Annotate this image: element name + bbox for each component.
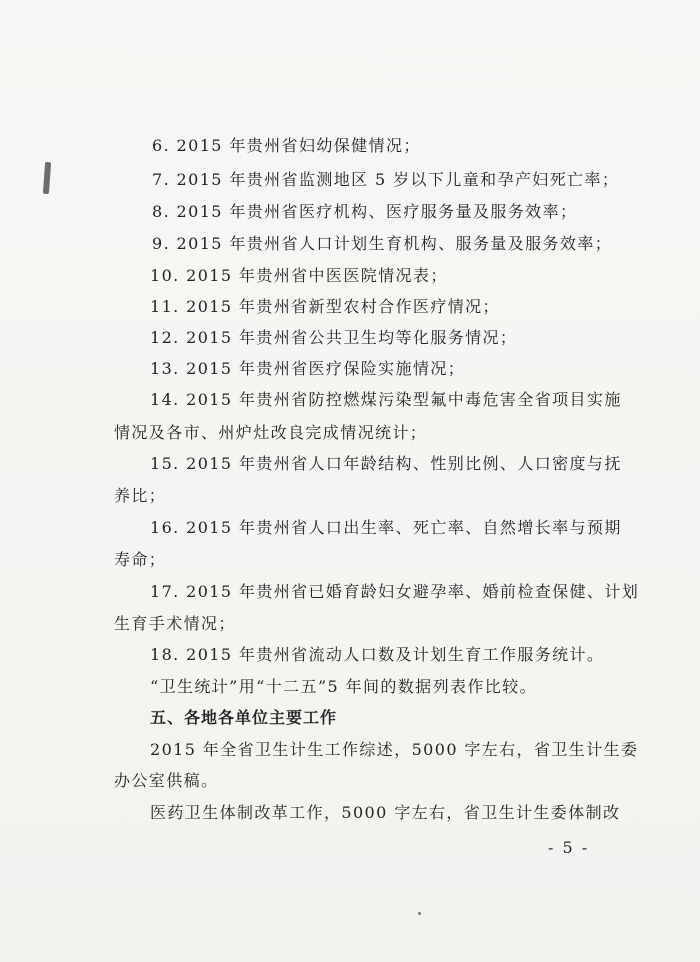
paragraph-reform: 医药卫生体制改革工作，5000 字左右，省卫生计生委体制改 [150, 803, 621, 822]
list-item-8: 8. 2015 年贵州省医疗机构、医疗服务量及服务效率； [152, 202, 578, 221]
list-item-16: 16. 2015 年贵州省人口出生率、死亡率、自然增长率与预期 [150, 518, 622, 537]
list-item-17: 17. 2015 年贵州省已婚育龄妇女避孕率、婚前检查保健、计划 [150, 582, 640, 601]
list-item-7: 7. 2015 年贵州省监测地区 5 岁以下儿童和孕产妇死亡率； [152, 170, 620, 189]
list-item-14: 14. 2015 年贵州省防控燃煤污染型氟中毒危害全省项目实施 [150, 390, 622, 409]
list-item-11: 11. 2015 年贵州省新型农村合作医疗情况； [150, 297, 500, 316]
list-item-6: 6. 2015 年贵州省妇幼保健情况； [152, 136, 421, 155]
list-item-15: 15. 2015 年贵州省人口年龄结构、性别比例、人口密度与抚 [150, 454, 622, 473]
scan-speck [418, 912, 421, 915]
list-item-10: 10. 2015 年贵州省中医医院情况表； [150, 266, 448, 285]
list-item-12: 12. 2015 年贵州省公共卫生均等化服务情况； [150, 328, 518, 347]
paragraph-summary: 2015 年全省卫生计生工作综述，5000 字左右，省卫生计生委 [150, 740, 639, 759]
list-item-15-continued: 养比； [114, 486, 167, 505]
list-item-18: 18. 2015 年贵州省流动人口数及计划生育工作服务统计。 [150, 645, 605, 664]
list-item-16-continued: 寿命； [114, 550, 167, 569]
scan-mark [43, 162, 51, 194]
list-item-14-continued: 情况及各市、州炉灶改良完成情况统计； [114, 423, 428, 442]
section-heading: 五、各地各单位主要工作 [150, 708, 338, 727]
comparison-note: “卫生统计”用“十二五”5 年间的数据列表作比较。 [150, 677, 537, 696]
paragraph-summary-continued: 办公室供稿。 [114, 771, 219, 790]
list-item-13: 13. 2015 年贵州省医疗保险实施情况； [150, 359, 466, 378]
list-item-17-continued: 生育手术情况； [114, 614, 236, 633]
list-item-9: 9. 2015 年贵州省人口计划生育机构、服务量及服务效率； [152, 234, 613, 253]
page-number: - 5 - [548, 838, 590, 857]
